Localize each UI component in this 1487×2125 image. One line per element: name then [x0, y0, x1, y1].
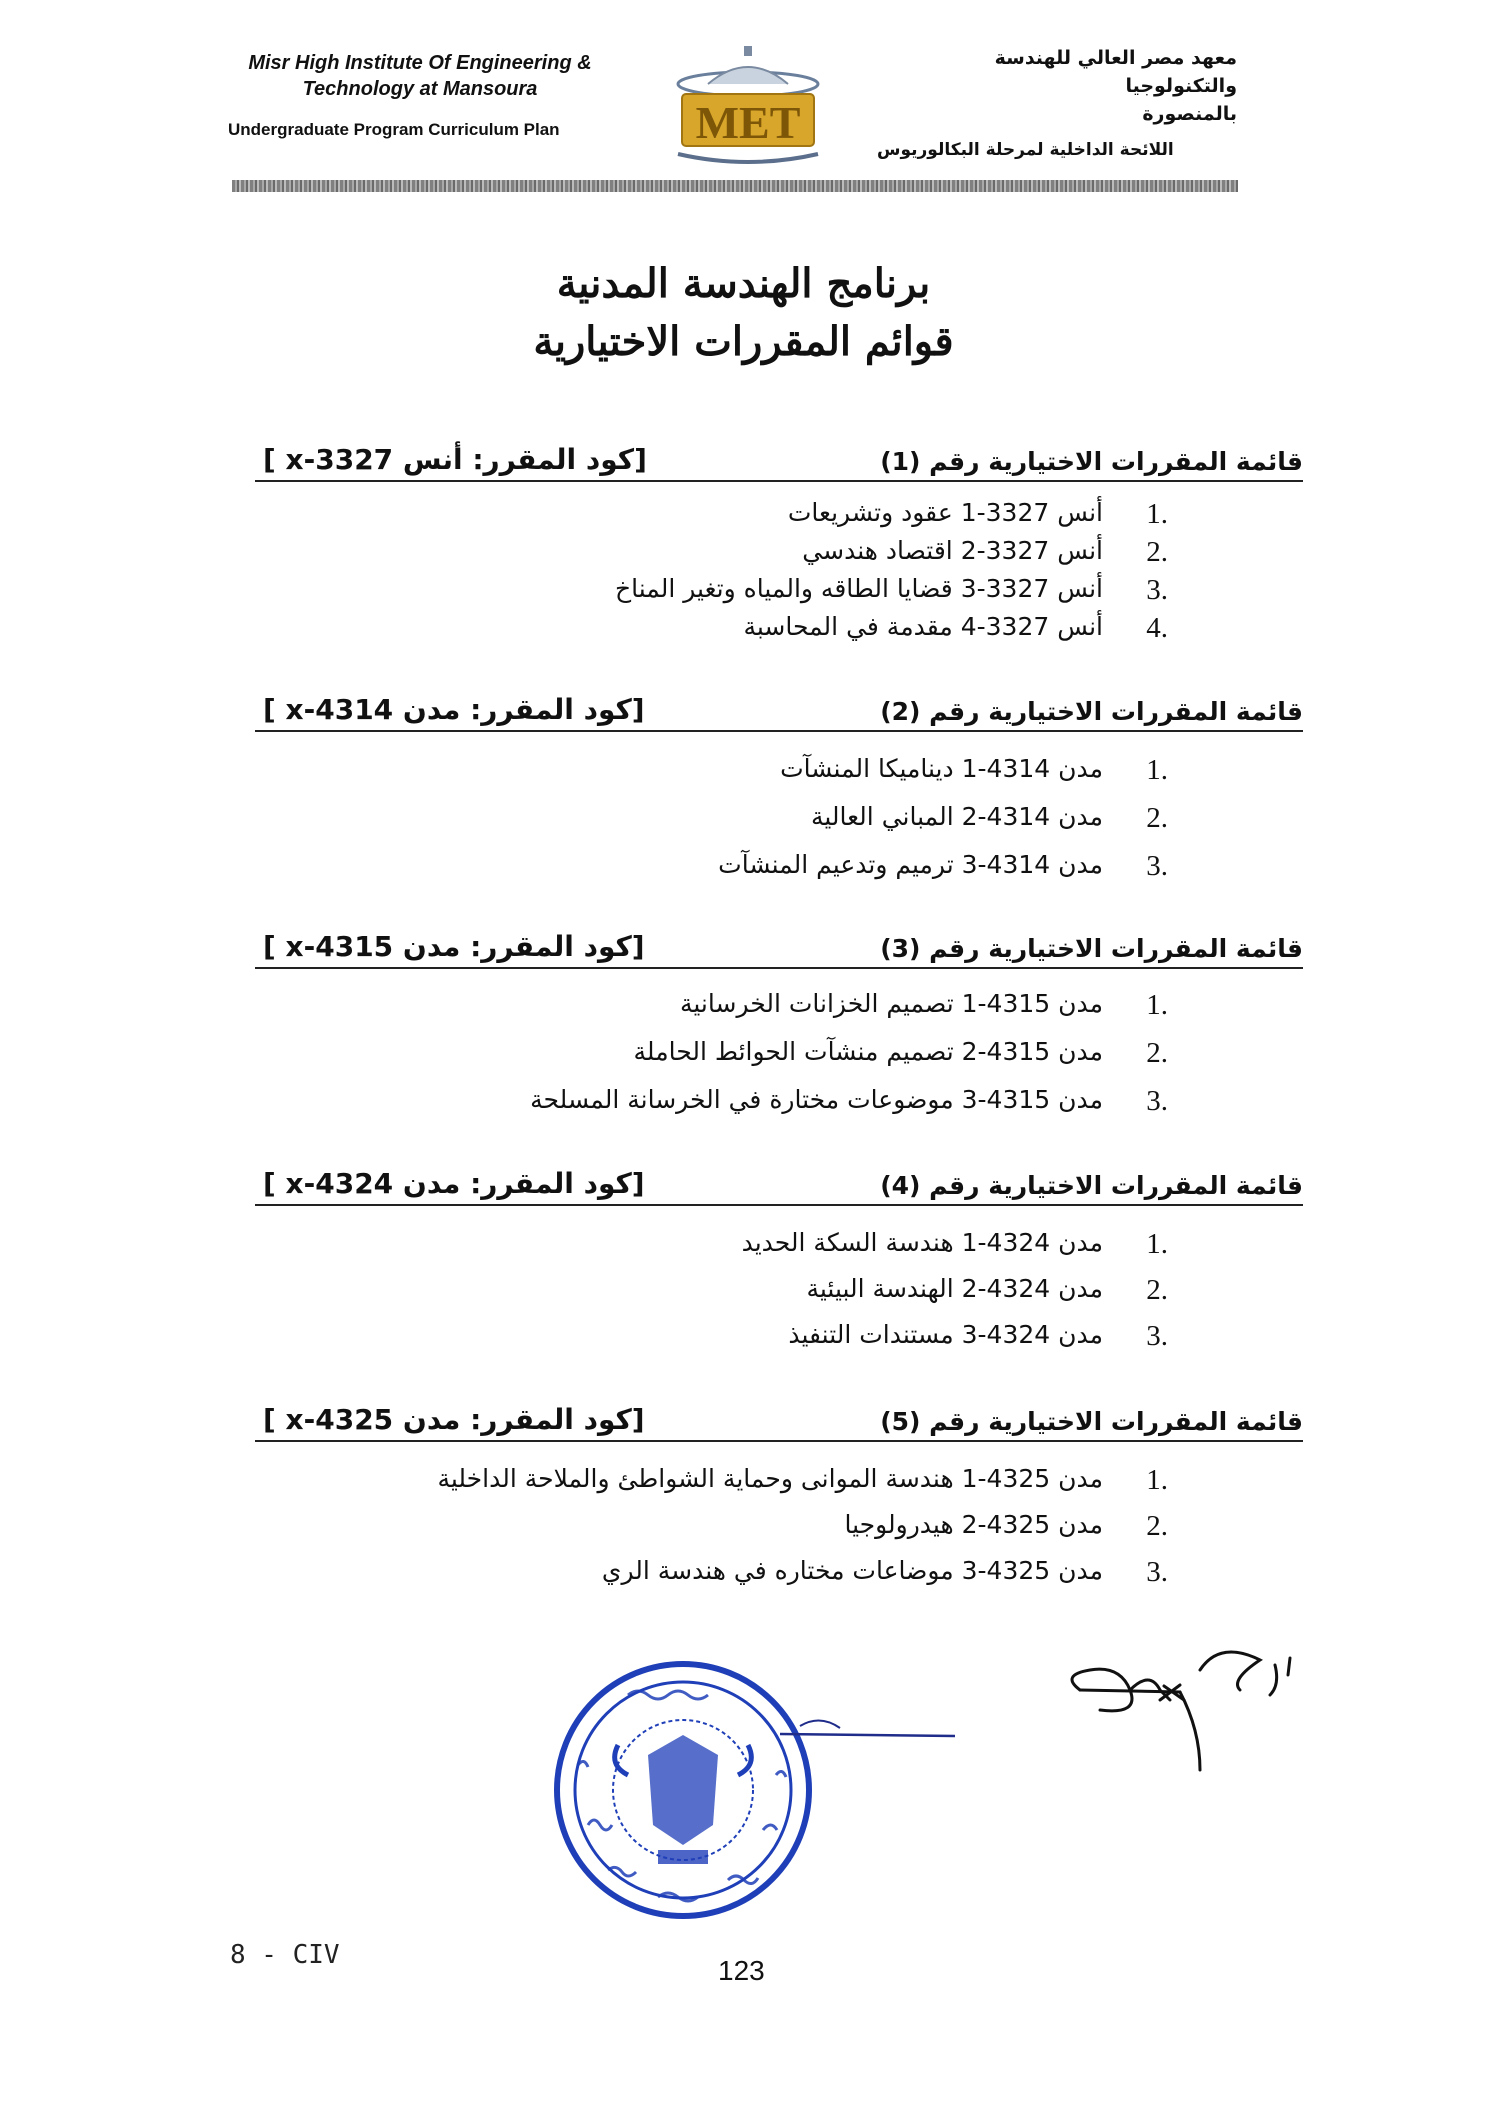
institute-name-en: Misr High Institute Of Engineering & Technology at Mansoura	[248, 52, 592, 100]
course-name: مدن 4314-3 ترميم وتدعيم المنشآت	[718, 850, 1103, 879]
item-number: 2.	[1146, 536, 1168, 568]
section-rule	[255, 1440, 1303, 1442]
course-name: أنس 3327-3 قضايا الطاقه والمياه وتغير المناخ	[615, 574, 1103, 603]
course-list	[255, 492, 1303, 644]
item-number: 2.	[1146, 1510, 1168, 1542]
logo-text: MET	[695, 97, 801, 148]
page-number: 123	[718, 1955, 765, 1986]
institute-logo	[668, 42, 828, 172]
section-title: قائمة المقررات الاختيارية رقم (4)	[880, 1171, 1303, 1200]
list-item	[255, 983, 1303, 1031]
list-item	[255, 1458, 1303, 1504]
document-title	[0, 255, 1487, 371]
elective-list-5	[255, 1398, 1303, 1596]
section-title: قائمة المقررات الاختيارية رقم (2)	[880, 697, 1303, 726]
lists-title: قوائم المقررات الاختيارية	[533, 318, 954, 365]
elective-list-4	[255, 1162, 1303, 1360]
list-item	[255, 796, 1303, 844]
course-name: مدن 4325-3 موضاعات مختاره في هندسة الري	[601, 1556, 1103, 1585]
course-list	[255, 1222, 1303, 1360]
list-item	[255, 530, 1303, 568]
list-item	[255, 568, 1303, 606]
list-item	[255, 748, 1303, 796]
course-name: أنس 3327-1 عقود وتشريعات	[787, 498, 1103, 527]
elective-list-1	[255, 438, 1303, 644]
course-list	[255, 748, 1303, 892]
course-list	[255, 983, 1303, 1127]
item-number: 2.	[1146, 802, 1168, 834]
list-item	[255, 1550, 1303, 1596]
item-number: 4.	[1146, 612, 1168, 644]
section-rule	[255, 480, 1303, 482]
item-number: 3.	[1146, 1320, 1168, 1352]
section-course-code: [كود المقرر: مدن 4324-x ]	[263, 1167, 645, 1200]
header-divider	[232, 180, 1238, 192]
item-number: 2.	[1146, 1037, 1168, 1069]
curriculum-plan-en: Undergraduate Program Curriculum Plan	[228, 120, 560, 139]
list-item	[255, 1504, 1303, 1550]
signature-flourish	[780, 1712, 960, 1752]
curriculum-plan-ar: اللائحة الداخلية لمرحلة البكالوريوس	[877, 140, 1174, 160]
section-course-code: [كود المقرر: أنس 3327-x ]	[263, 443, 647, 476]
section-title: قائمة المقررات الاختيارية رقم (3)	[880, 934, 1303, 963]
item-number: 2.	[1146, 1274, 1168, 1306]
section-header	[255, 688, 1303, 732]
section-title: قائمة المقررات الاختيارية رقم (1)	[880, 447, 1303, 476]
item-number: 1.	[1146, 1464, 1168, 1496]
course-name: مدن 4324-3 مستندات التنفيذ	[788, 1320, 1103, 1349]
item-number: 3.	[1146, 574, 1168, 606]
course-name: مدن 4324-1 هندسة السكة الحديد	[741, 1228, 1103, 1257]
header-english	[210, 50, 630, 140]
course-name: أنس 3327-2 اقتصاد هندسي	[802, 536, 1103, 565]
course-list	[255, 1458, 1303, 1596]
course-name: مدن 4315-1 تصميم الخزانات الخرسانية	[679, 989, 1103, 1018]
item-number: 1.	[1146, 1228, 1168, 1260]
elective-list-3	[255, 925, 1303, 1127]
header-arabic	[877, 44, 1237, 160]
list-item	[255, 606, 1303, 644]
list-item	[255, 1268, 1303, 1314]
elective-list-2	[255, 688, 1303, 892]
course-name: مدن 4325-2 هيدرولوجيا	[844, 1510, 1103, 1539]
section-title: قائمة المقررات الاختيارية رقم (5)	[880, 1407, 1303, 1436]
list-item	[255, 1314, 1303, 1360]
item-number: 3.	[1146, 1556, 1168, 1588]
course-name: مدن 4315-3 موضوعات مختارة في الخرسانة المسلحة	[530, 1085, 1103, 1114]
list-item	[255, 1079, 1303, 1127]
list-item	[255, 1031, 1303, 1079]
section-header	[255, 925, 1303, 969]
course-name: مدن 4315-2 تصميم منشآت الحوائط الحاملة	[633, 1037, 1103, 1066]
section-header	[255, 438, 1303, 482]
official-seal-stamp	[548, 1655, 818, 1925]
section-course-code: [كود المقرر: مدن 4314-x ]	[263, 693, 645, 726]
section-course-code: [كود المقرر: مدن 4325-x ]	[263, 1403, 645, 1436]
section-header	[255, 1162, 1303, 1206]
list-item	[255, 844, 1303, 892]
item-number: 1.	[1146, 498, 1168, 530]
section-rule	[255, 1204, 1303, 1206]
item-number: 1.	[1146, 754, 1168, 786]
section-course-code: [كود المقرر: مدن 4315-x ]	[263, 930, 645, 963]
section-header	[255, 1398, 1303, 1442]
section-rule	[255, 730, 1303, 732]
course-name: مدن 4314-1 ديناميكا المنشآت	[780, 754, 1103, 783]
list-item	[255, 1222, 1303, 1268]
handwritten-signature	[1060, 1630, 1340, 1830]
course-name: مدن 4314-2 المباني العالية	[810, 802, 1103, 831]
list-item	[255, 492, 1303, 530]
item-number: 3.	[1146, 850, 1168, 882]
program-title: برنامج الهندسة المدنية	[556, 260, 931, 307]
item-number: 3.	[1146, 1085, 1168, 1117]
course-name: مدن 4324-2 الهندسة البيئية	[806, 1274, 1103, 1303]
document-code: 8 - CIV	[230, 1940, 340, 1970]
item-number: 1.	[1146, 989, 1168, 1021]
course-name: أنس 3327-4 مقدمة في المحاسبة	[743, 612, 1103, 641]
section-rule	[255, 967, 1303, 969]
course-name: مدن 4325-1 هندسة الموانى وحماية الشواطئ والملاحة الداخلية	[437, 1464, 1103, 1493]
institute-name-ar: معهد مصر العالي للهندسة والتكنولوجيا بالمنصورة	[994, 47, 1237, 125]
